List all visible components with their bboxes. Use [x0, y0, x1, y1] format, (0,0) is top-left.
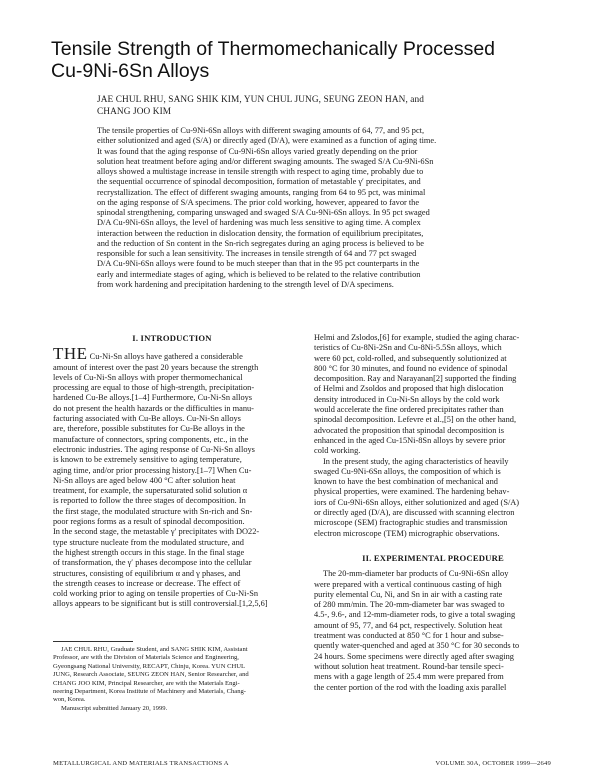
body-line: treatment was conducted at 850 °C for 1 hour and subse- — [314, 631, 504, 641]
body-line: purity elemental Cu, Ni, and Sn in air with a casting rate — [314, 589, 503, 599]
body-line: amount of 95, 77, and 64 pct, respectively. Solution heat — [314, 620, 503, 630]
body-line: without solution heat treatment. Round-bar tensile speci- — [314, 661, 504, 671]
title-line: Cu-9Ni-6Sn Alloys — [51, 60, 210, 82]
manuscript-note: Manuscript submitted January 20, 1999. — [61, 704, 168, 712]
body-line: the center portion of the rod with the loading axis parallel — [314, 682, 507, 692]
abstract-line: alloys showed a multistage increase in tensile strength with respect to aging time, probably due to — [97, 167, 424, 176]
body-line: is known to be extremely sensitive to aging temperature, — [53, 455, 242, 465]
body-line: advocated the proposition that spinodal decomposition is — [314, 425, 505, 435]
body-line: enhanced in the aged Cu-15Ni-8Sn alloys by severe prior — [314, 435, 506, 445]
footnote-line: neering Department, Korea Institute of Machinery and Materials, Chang- — [53, 688, 246, 696]
body-line: electron microscope (TEM) micrographic observations. — [314, 528, 500, 538]
abstract-line: on the aging response of S/A specimens. The prior cold working, however, appeared to favor the — [97, 197, 420, 207]
body-line: of Helmi and Zsoldos and proposed that high dislocation — [314, 384, 504, 394]
abstract-line: from work hardening and precipitation hardening to the strength level of D/A specimens. — [97, 279, 394, 289]
body-line: treatment, for example, the supersaturated solid solution α — [53, 486, 248, 496]
abstract-line: and the reduction of Sn content in the Sn-rich segregates during an aging process is believed to be — [97, 238, 424, 248]
abstract-line: responsible for such a lean sensitivity. The increases in tensile strength of 64 and 77 pct swaged — [97, 249, 417, 258]
drop-cap: THE — [53, 344, 88, 364]
footnote-line: CHANG JOO KIM, Principal Researcher, are with the Materials Engi- — [53, 679, 240, 687]
body-paragraph — [314, 333, 552, 457]
body-line: of 280 mm/min. The 20-mm-diameter bar was swaged to — [314, 600, 505, 610]
body-line: teristics of Cu-8Ni-2Sn and Cu-8Ni-5.5Sn alloys, which — [314, 343, 502, 353]
body-line: electronic industries. The aging response of Cu-Ni-Sn alloys — [53, 444, 255, 454]
abstract-line: early and intermediate stages of aging, which is believed to be related to the relative contribution — [97, 269, 421, 279]
body-line: decomposition. Ray and Narayanan[2] supported the finding — [314, 374, 517, 384]
abstract — [97, 126, 551, 290]
body-line: are, therefore, possible substitutes for Cu-Be alloys in the — [53, 424, 245, 434]
body-line: alloys appears to be significant but is still controversial.[1,2,5,6] — [53, 599, 268, 609]
body-line — [53, 344, 291, 364]
body-line: microscope (SEM) fractographic studies and transmission — [314, 518, 508, 528]
abstract-line: interaction between the reduction in dislocation density, the formation of equilibrium precipitates, — [97, 228, 424, 238]
body-line: iors of Cu-9Ni-6Sn alloys, either solutionized and aged (S/A) — [314, 497, 520, 507]
body-line: levels of Cu-Ni-Sn alloys with proper thermomechanical — [53, 372, 243, 382]
body-line: were 60 pct, cold-rolled, and subsequently solutionized at — [314, 353, 507, 363]
body-line: processing are equal to those of high-strength, precipitation- — [53, 383, 255, 393]
abstract-line: either solutionized and aged (S/A) or directly aged (D/A), were examined as a function of aging time. — [97, 136, 437, 146]
body-line: physical properties, were examined. The hardening behav- — [314, 487, 510, 497]
body-line: quently water-quenched and aged at 350 °C for 30 seconds to — [314, 641, 520, 651]
body-line: The 20-mm-diameter bar products of Cu-9Ni-6Sn alloy — [323, 569, 509, 579]
running-footer-journal: METALLURGICAL AND MATERIALS TRANSACTIONS A — [53, 760, 229, 767]
left-column — [53, 333, 291, 610]
abstract-line: solution heat treatment before aging and/or different swaging amounts. The swaged S/A Cu-9Ni-6Sn — [97, 156, 434, 166]
footnote-divider — [53, 641, 133, 642]
footnote-line: JUNG, Research Associate, SEUNG ZEON HAN, Senior Researcher, and — [53, 671, 249, 679]
right-column — [314, 333, 552, 693]
body-line: spinodal decomposition. Lefevre et al.,[5] on the other hand, — [314, 415, 517, 425]
running-footer-page: VOLUME 30A, OCTOBER 1999—2649 — [435, 760, 551, 767]
experimental-heading: II. EXPERIMENTAL PROCEDURE — [362, 552, 504, 563]
author-footnote — [53, 646, 291, 713]
body-line: do not present the health hazards or the difficulties in manu- — [53, 403, 254, 413]
body-paragraph — [314, 457, 552, 539]
body-line: would accelerate the fine ordered precipitates rather than — [314, 405, 504, 415]
introduction-heading: I. INTRODUCTION — [132, 333, 212, 343]
body-line: were prepared with a vertical continuous casting of high — [314, 579, 502, 589]
abstract-line: recrystallization. The effect of different swaging amounts, ranging from 64 to 95 pct, was minimal — [97, 187, 426, 197]
body-paragraph — [314, 569, 552, 693]
title-line: Tensile Strength of Thermomechanically Processed — [51, 38, 496, 60]
body-line: structures, consisting of equilibrium α and γ phases, and — [53, 568, 241, 578]
abstract-line: D/A Cu-9Ni-6Sn alloys were found to be much steeper than that in the 95 pct counterparts in the — [97, 259, 420, 269]
footnote-line: won, Korea. — [53, 696, 86, 704]
introduction-paragraph — [53, 344, 291, 609]
abstract-line: The tensile properties of Cu-9Ni-6Sn alloys with different swaging amounts of 64, 77, and 95 pct, — [97, 126, 425, 135]
body-line: the strength ceases to increase or decrease. The effect of — [53, 578, 241, 588]
body-line: In the second stage, the metastable γ′ precipitates with DO22- — [53, 527, 260, 537]
body-line: mens with a gage length of 25.4 mm were prepared from — [314, 672, 504, 682]
body-line: Helmi and Zslodos,[6] for example, studied the aging charac- — [314, 333, 520, 342]
author-list — [97, 94, 557, 118]
footnote-line: JAE CHUL RHU, Graduate Student, and SANG SHIK KIM, Assistant — [61, 646, 248, 653]
author-line: CHANG JOO KIM — [97, 107, 172, 117]
body-line: cold working prior to aging on tensile properties of Cu-Ni-Sn — [53, 589, 259, 599]
body-line: is reported to follow the three stages of decomposition. In — [53, 496, 246, 506]
author-line: JAE CHUL RHU, SANG SHIK KIM, YUN CHUL JUNG, SEUNG ZEON HAN, and — [97, 95, 425, 105]
body-line: 800 °C for 30 minutes, and found no evidence of spinodal — [314, 363, 508, 373]
abstract-line: spinodal strengthening, comparing unswaged and swaged S/A Cu-9Ni-6Sn alloys. In 95 pct swaged — [97, 208, 430, 217]
body-line: Ni-Sn alloys are aged below 400 °C after solution heat — [53, 475, 236, 485]
abstract-line: the sequential occurrence of spinodal decomposition, formation of metastable γ′ precipitates, and — [97, 177, 421, 187]
body-line-text: Cu-Ni-Sn alloys have gathered a considerable — [87, 352, 243, 362]
paper-title — [51, 38, 551, 82]
footnote-line: Professor, are with the Division of Materials Science and Engineering, — [53, 654, 239, 662]
body-line: In the present study, the aging characteristics of heavily — [323, 456, 509, 466]
body-line: of transformation, the γ′ phases decompose into the cellular — [53, 558, 252, 568]
body-line: amount of interest over the past 20 years because the strength — [53, 362, 259, 372]
abstract-line: D/A Cu-9Ni-6Sn alloys, the level of hardening was much less sensitive to aging time. A complex — [97, 218, 421, 228]
body-line: facturing associated with Cu-Be alloys. Cu-Ni-Sn alloys — [53, 414, 241, 424]
body-line: the first stage, the modulated structure with Sn-rich and Sn- — [53, 506, 253, 516]
body-line: swaged Cu-9Ni-6Sn alloys, the composition of which is — [314, 466, 501, 476]
body-line: 24 hours. Some specimens were directly aged after swaging — [314, 651, 514, 661]
body-line: or directly aged (D/A), are discussed with scanning electron — [314, 508, 515, 518]
body-line: 4.5-, 9.6-, and 12-mm-diameter rods, to give a total swaging — [314, 610, 516, 620]
body-line: hardened Cu-Be alloys.[1–4] Furthermore, Cu-Ni-Sn alloys — [53, 393, 253, 403]
footnote-line: Gyeongsang National University, RECAPT, Chinju, Korea. YUN CHUL — [53, 662, 246, 670]
body-line: the highest strength occurs in this stage. In the final stage — [53, 547, 245, 557]
body-line: type structure nucleate from the modulated structure, and — [53, 537, 244, 547]
body-line: manufacture of connectors, spring components, etc., in the — [53, 434, 249, 444]
body-line: aging time, and/or prior processing history.[1–7] When Cu- — [53, 465, 252, 475]
body-line: poor regions forms as a result of spinodal decomposition. — [53, 517, 245, 527]
body-line: density introduced in Cu-Ni-Sn alloys by the cold work — [314, 394, 500, 404]
abstract-line: It was found that the aging response of Cu-9Ni-6Sn alloys varied greatly depending on the prior — [97, 146, 418, 156]
body-line: known to have the best combination of mechanical and — [314, 477, 498, 487]
body-line: cold working. — [314, 446, 361, 456]
